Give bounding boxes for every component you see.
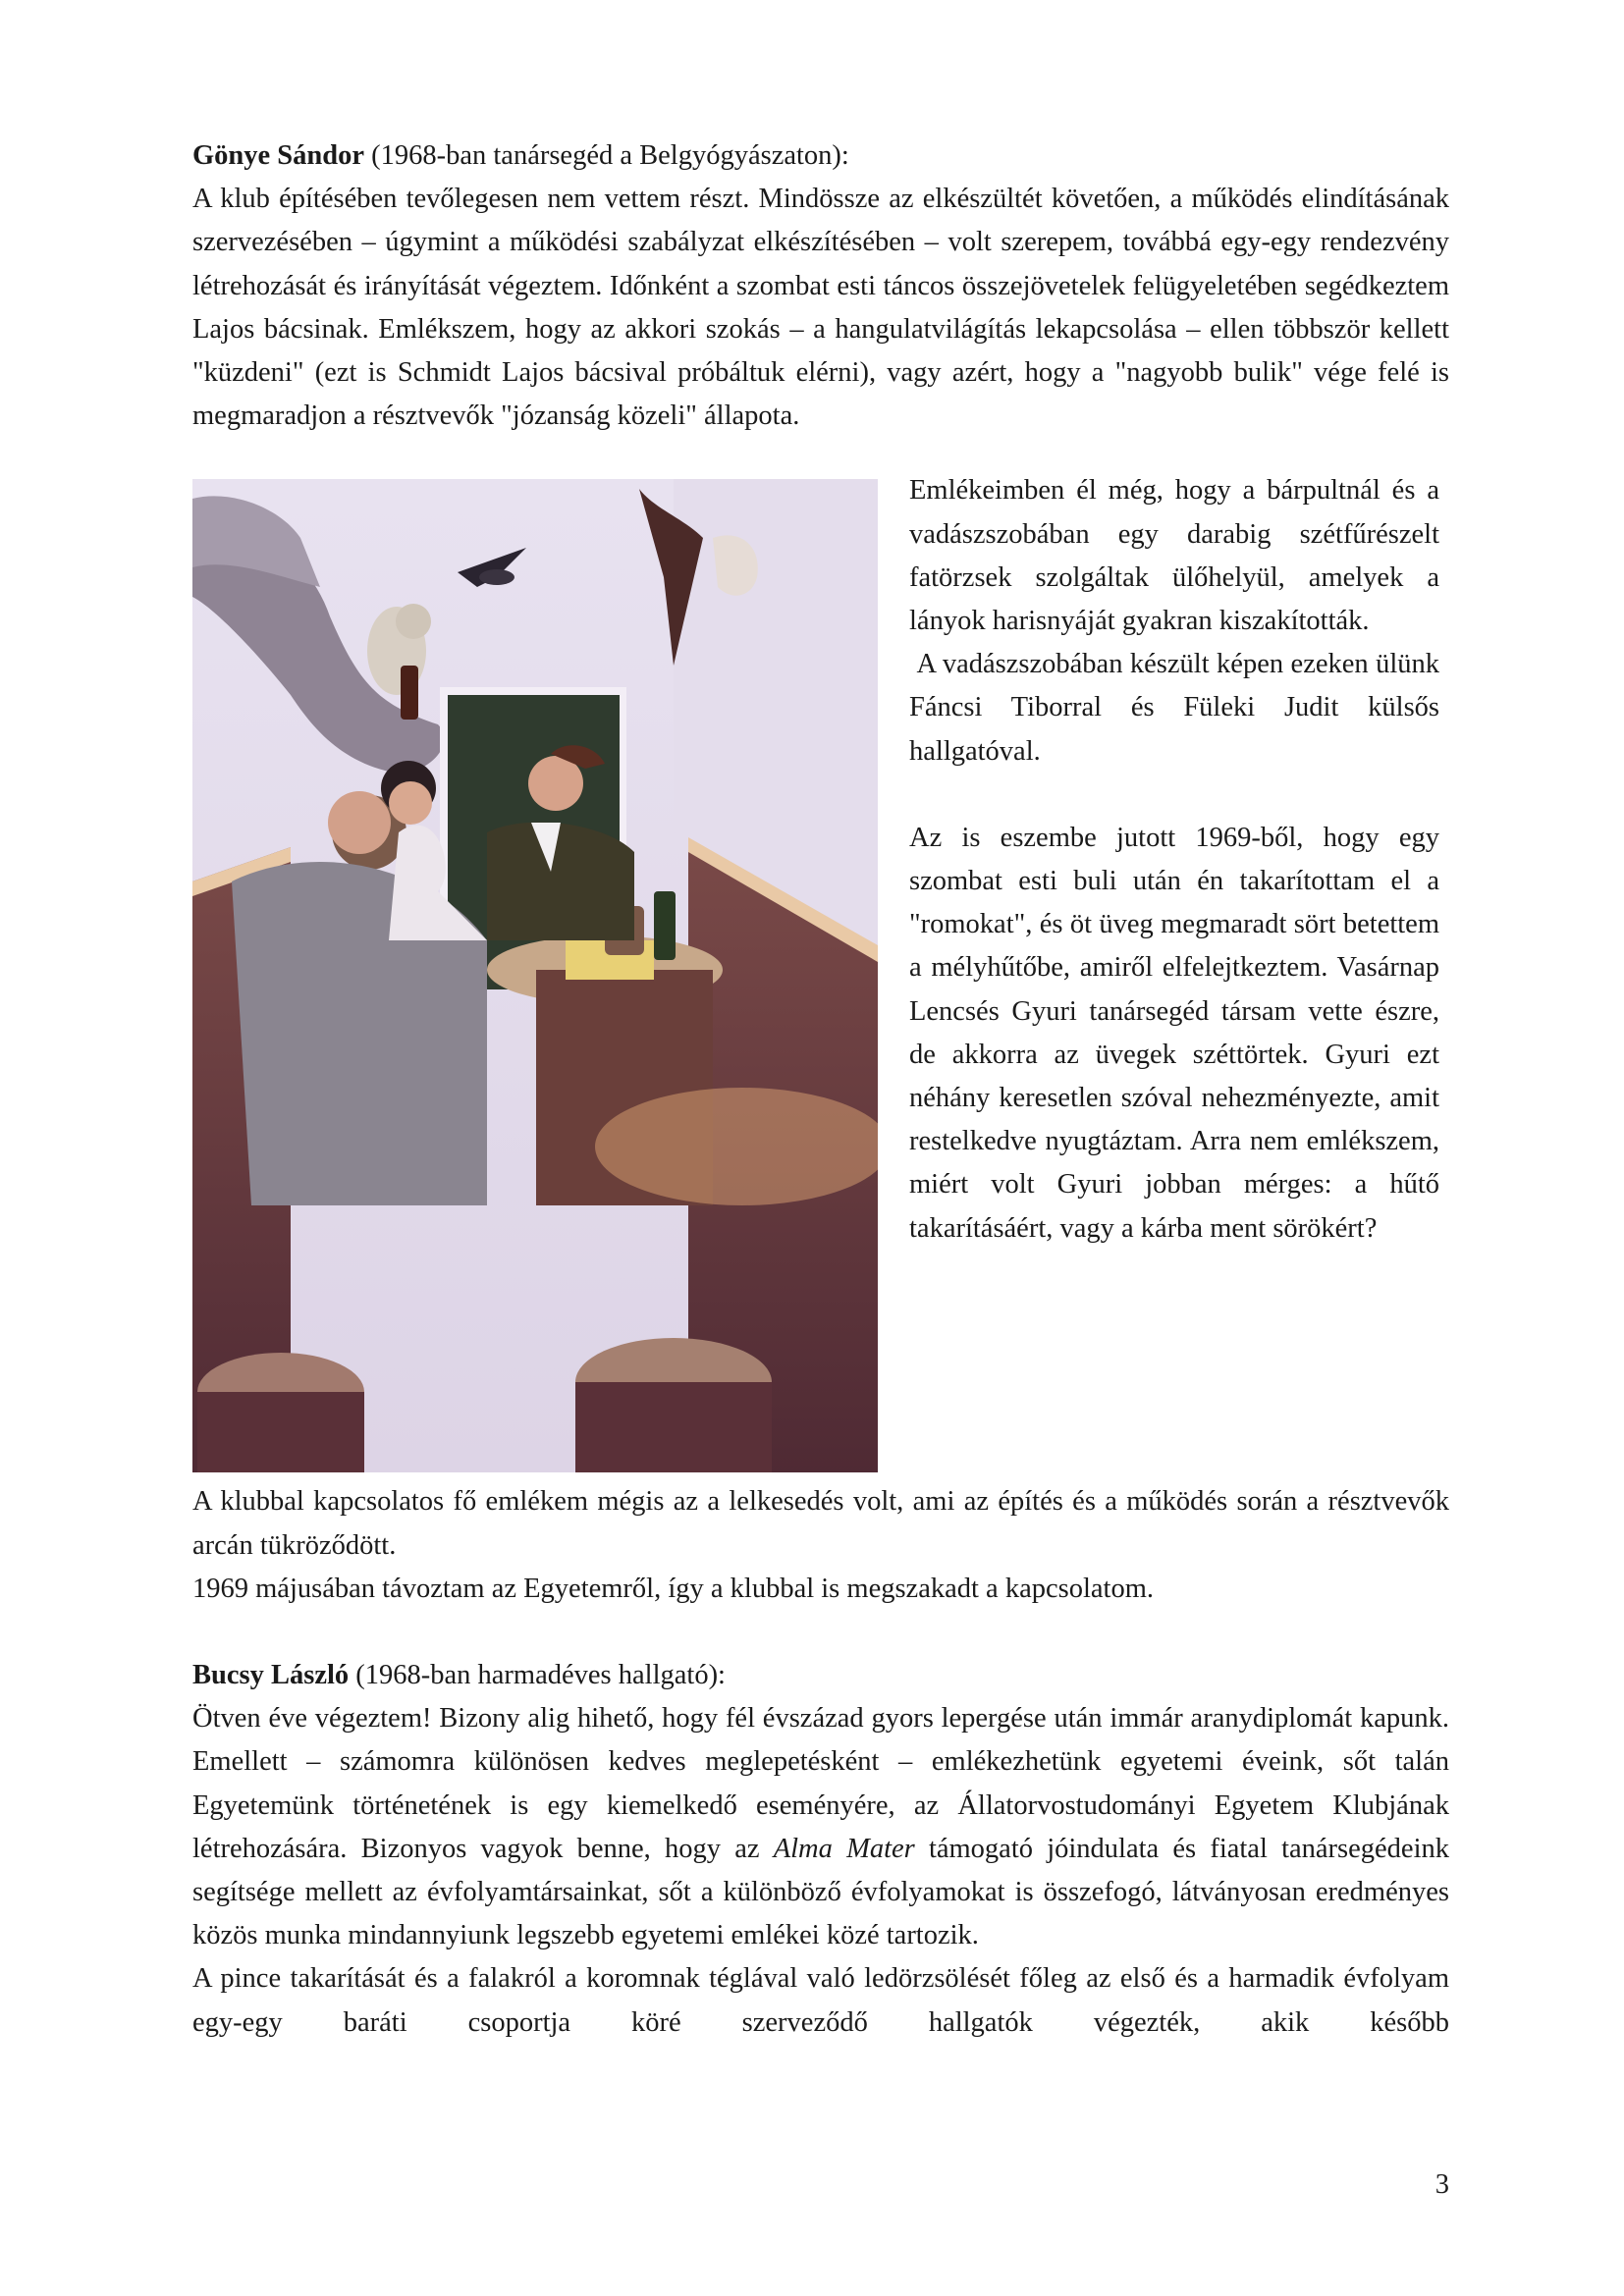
section-heading-gonye	[192, 134, 1449, 178]
paragraph	[192, 1697, 1449, 1957]
photo-with-text	[192, 475, 1449, 1480]
paragraph: A vadászszobában készült képen ezeken ülünk Fáncsi Tiborral és Füleki Judit külsős hallgatóval.	[909, 649, 1447, 767]
paragraph: 1969 májusában távoztam az Egyetemről, így a klubbal is megszakadt a kapcsolatom.	[192, 1573, 1154, 1604]
document-page	[192, 134, 1449, 2045]
page-number: 3	[1435, 2169, 1449, 2200]
paragraph-gap	[909, 774, 1439, 817]
photo-side-text	[909, 469, 1447, 1250]
author-name: Gönye Sándor	[192, 140, 364, 171]
paragraph: A klubbal kapcsolatos fő emlékem mégis az a lelkesedés volt, ami az építés és a működés során a résztvevők arcán tükröződött.	[192, 1486, 1449, 1561]
paragraph: Az is eszembe jutott 1969-ből, hogy egy szombat esti buli után én takarítottam el a "romokat", és öt üveg megmaradt sört betettem a mélyhűtőbe, amiről elfelejtkeztem. Vasárnap Lencsés Gyuri tanársegéd társam vette észre, de akkorra az üvegek széttörtek. Gyuri ezt néhány keresetlen szóval nehezményezte, amit restelkedve nyugtáztam. Arra nem emlékszem, miért volt Gyuri jobban mérges: a hűtő takarításáért, vagy a kárba ment sörökért?	[909, 822, 1439, 1244]
text-run: támogató jóindulata és fiatal tanársegédeink segítsége mellett az évfolyamtársainkat, sőt a különböző évfolyamokat is összefogó, látványosan eredményes közös munka mindannyiunk legszebb egyetemi emlékei közé tartozik.	[192, 1833, 1449, 1951]
author-note: (1968-ban harmadéves hallgató):	[349, 1660, 726, 1691]
text-run: Ötven éve végeztem! Bizony alig hihető, hogy fél évszázad gyors lepergése után immár aranydiplomát kapunk. Emellett – számomra különösen kedves meglepetésként – emlékezhetünk egyetemi éveink, sőt talán Egyetemünk történetének is egy kiemelkedő eseményére, az Állatorvostudományi Egyetem Klubjának létrehozására. Bizonyos vagyok benne, hogy az	[192, 1703, 1449, 1864]
paragraph: A pince takarítását és a falakról a koromnak téglával való ledörzsölését főleg az első és a harmadik évfolyam egy-egy baráti csoportja köré szerveződő hallgatók végezték, akik később	[192, 1963, 1449, 2038]
author-note: (1968-ban tanársegéd a Belgyógyászaton):	[364, 140, 849, 171]
paragraph: Emlékeimben él még, hogy a bárpultnál és a vadászszobában egy darabig szétfűrészelt fatörzsek szolgáltak ülőhelyül, amelyek a lányok harisnyáját gyakran kiszakították.	[909, 475, 1439, 637]
paragraph: A klub építésében tevőlegesen nem vettem részt. Mindössze az elkészültét követően, a működés elindításának szervezésében – úgymint a működési szabályzat elkészítésében – volt szerepem, továbbá egy-egy rendezvény létrehozását és irányítását végeztem. Időnként a szombat esti táncos összejövetelek felügyeletében segédkeztem Lajos bácsinak. Emlékszem, hogy az akkori szokás – a hangulatvilágítás lekapcsolása – ellen többször kellett "küzdeni" (ezt is Schmidt Lajos bácsival próbáltuk elérni), vagy azért, hogy a "nagyobb bulik" vége felé is megmaradjon a résztvevők "józanság közeli" állapota.	[192, 184, 1449, 432]
section-heading-bucsy	[192, 1654, 1449, 1697]
author-name: Bucsy László	[192, 1660, 350, 1691]
club-room-photo	[192, 479, 878, 1472]
paragraph-gap	[192, 1611, 1449, 1654]
italic-text: Alma Mater	[773, 1833, 915, 1864]
